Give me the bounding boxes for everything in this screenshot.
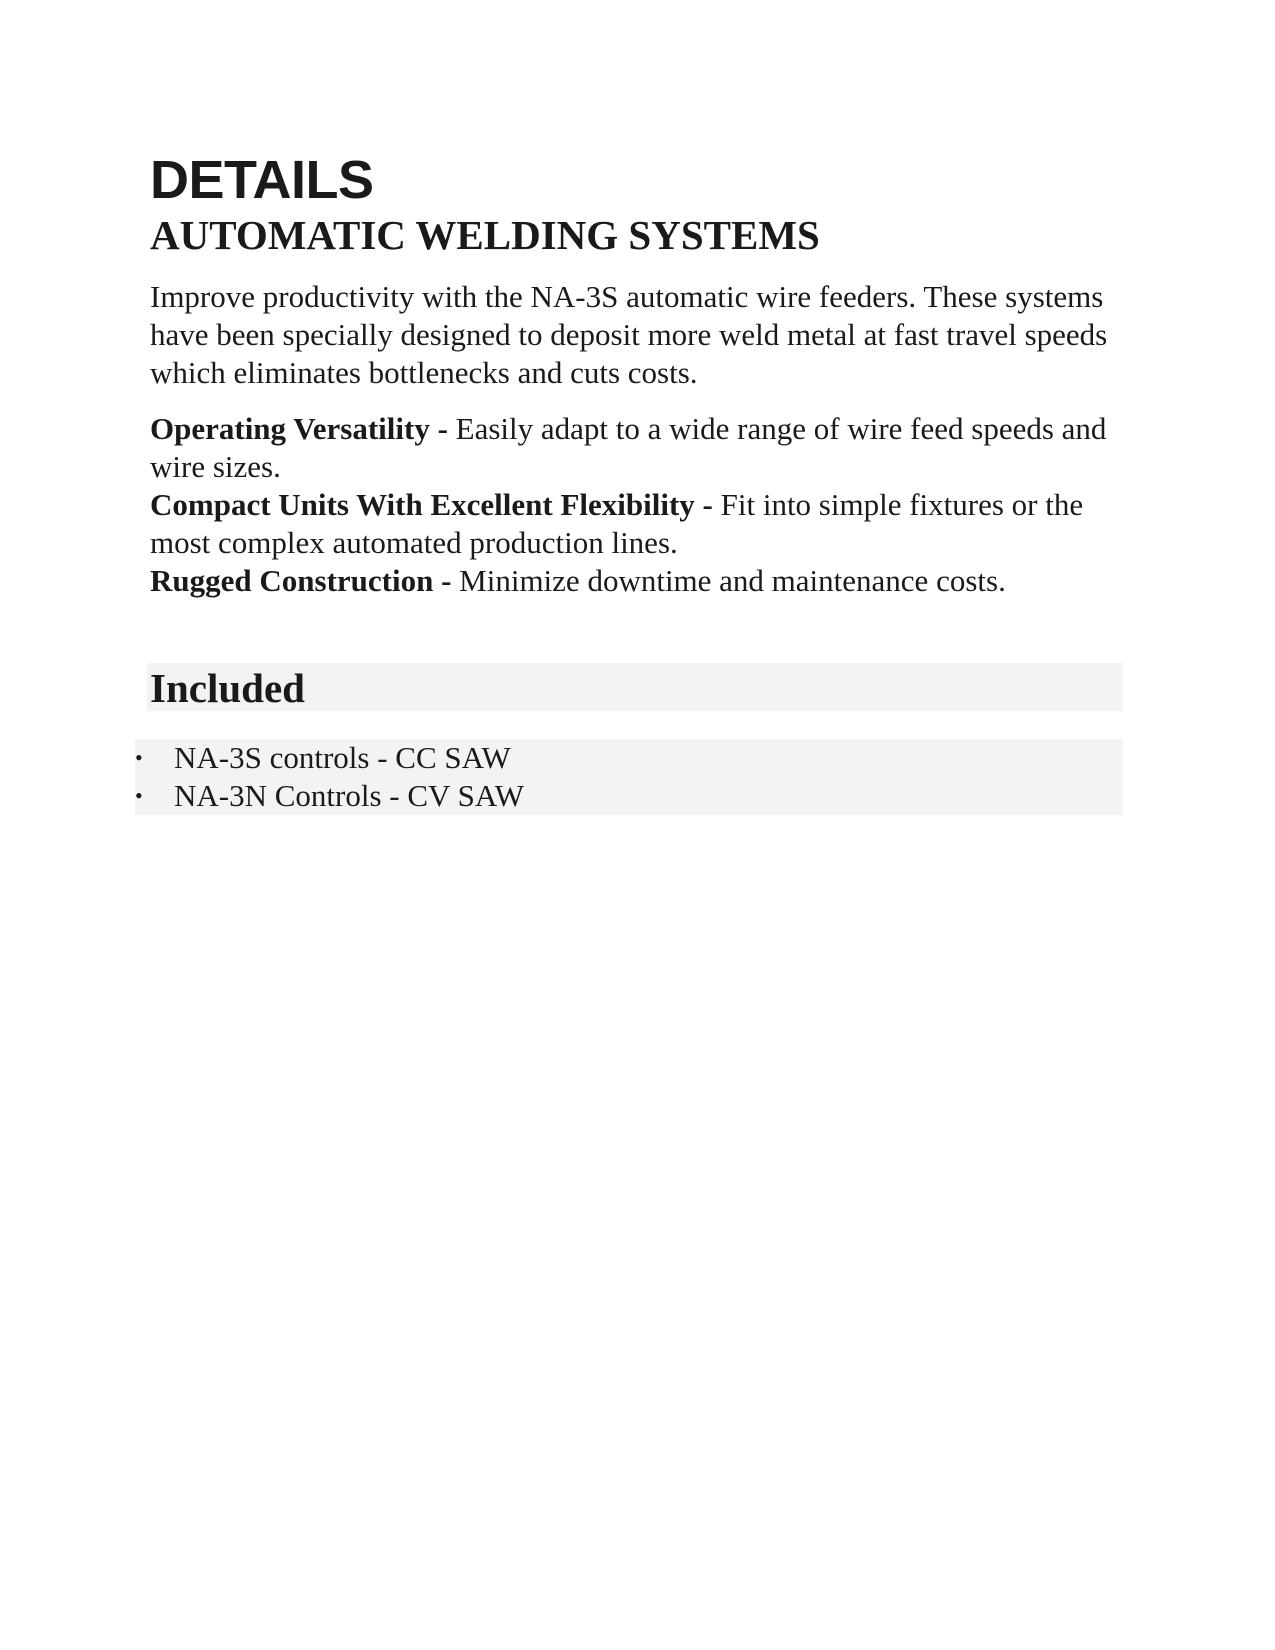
bullet-icon: • bbox=[135, 745, 143, 770]
document-body bbox=[150, 150, 1130, 600]
feature-item bbox=[150, 562, 1130, 600]
intro-paragraph: Improve productivity with the NA-3S automatic wire feeders. These systems have been specially designed to deposit more weld metal at fast travel speeds which eliminates bottlenecks and cuts costs. bbox=[150, 279, 1108, 390]
feature-name: Compact Units With Excellent Flexibility - bbox=[150, 487, 713, 522]
list-item bbox=[135, 777, 1123, 815]
included-list bbox=[135, 739, 1123, 815]
list-item-text: NA-3N Controls - CV SAW bbox=[174, 778, 525, 813]
feature-description: Fit into simple fixtures or the most complex automated production lines. bbox=[150, 487, 1084, 560]
list-item-text: NA-3S controls - CC SAW bbox=[174, 740, 511, 775]
page-subtitle: AUTOMATIC WELDING SYSTEMS bbox=[150, 212, 820, 258]
features-list bbox=[150, 410, 1130, 600]
page-title: DETAILS bbox=[150, 150, 374, 210]
bullet-icon: • bbox=[135, 783, 143, 808]
feature-item bbox=[150, 486, 1130, 562]
list-item bbox=[135, 739, 1123, 777]
feature-description: Easily adapt to a wide range of wire feed speeds and wire sizes. bbox=[150, 411, 1107, 484]
feature-description: Minimize downtime and maintenance costs. bbox=[451, 563, 1006, 598]
feature-name: Operating Versatility - bbox=[150, 411, 448, 446]
feature-name: Rugged Construction - bbox=[150, 563, 452, 598]
feature-item bbox=[150, 410, 1130, 486]
included-heading: Included bbox=[147, 663, 1123, 711]
